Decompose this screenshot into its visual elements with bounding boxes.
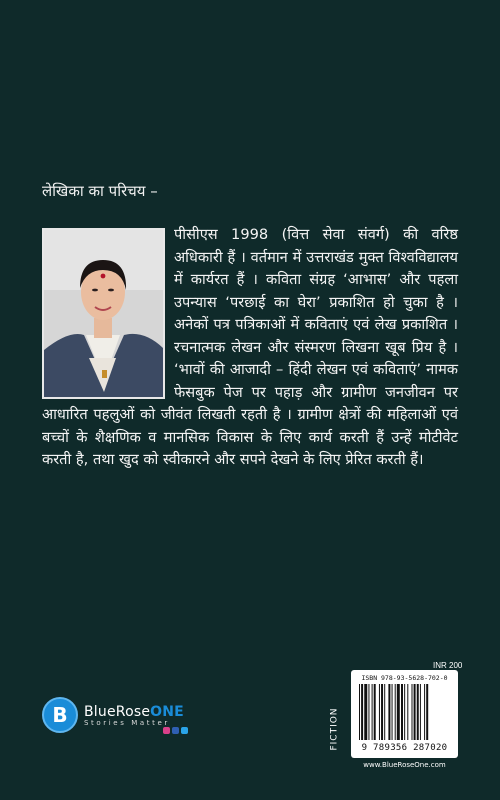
genre-text: FICTION — [329, 707, 340, 751]
barcode-number: 9 789356 287020 — [361, 743, 448, 753]
instagram-icon[interactable] — [163, 727, 170, 734]
publisher-name-main: BlueRose — [84, 703, 151, 720]
author-heading: लेखिका का परिचय – — [42, 182, 158, 200]
price-label: INR 200 — [433, 661, 463, 670]
social-icons — [163, 727, 188, 734]
publisher-name — [84, 704, 184, 720]
barcode-box — [351, 670, 458, 758]
twitter-icon[interactable] — [181, 727, 188, 734]
facebook-icon[interactable] — [172, 727, 179, 734]
barcode-bars — [359, 684, 451, 740]
author-bio — [42, 224, 458, 472]
genre-label — [329, 700, 347, 760]
publisher-tagline: Stories Matter — [84, 718, 170, 727]
isbn-text: ISBN 978-93-5628-702-0 — [361, 674, 448, 682]
website-text: www.BlueRoseOne.com — [363, 761, 446, 769]
publisher-name-accent: ONE — [150, 703, 184, 720]
bluerose-logo-icon: B — [42, 697, 78, 733]
author-bio-text: पीसीएस 1998 (वित्त सेवा संवर्ग) की वरिष्ठ अधिकारी हैं । वर्तमान में उत्तराखंड मुक्त विश्वविद्यालय में कार्यरत हैं । कविता संग्रह ‘आभास’ और पहला उपन्यास ‘परछाई का घेरा’ प्रकाशित हो चुका है । अनेकों पत्र पत्रिकाओं में कविताएं एवं लेख प्रकाशित । रचनात्मक लेखन और संस्मरण लिखना खूब प्रिय है । ‘भावों की आजादी – हिंदी लेखन एवं कविताएं’ नामक फेसबुक पेज पर पहाड़ और ग्रामीण जनजीवन पर आधारित पहलुओं को जीवंत लिखती रहती है । ग्रामीण क्षेत्रों की महिलाओं एवं बच्चों के शैक्षणिक व मानसिक विकास के लिए कार्य करती हैं उन्हें मोटीवेट करती है, तथा खुद को स्वीकारने और सपने देखने के लिए प्रेरित करती हैं। — [42, 226, 458, 468]
